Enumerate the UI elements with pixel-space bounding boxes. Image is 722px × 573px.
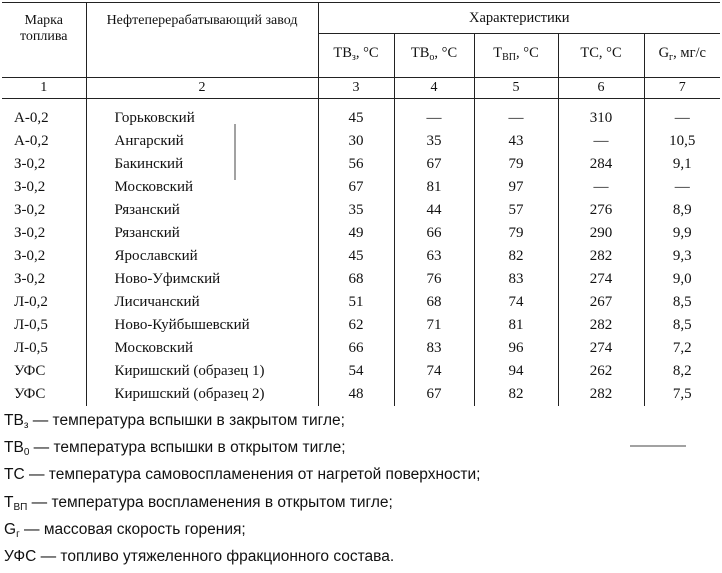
header-symbol: ТВ xyxy=(333,45,352,61)
header-unit: , °С xyxy=(598,45,622,61)
header-characteristics: Характеристики xyxy=(318,3,720,34)
legend-definition: — температура воспламенения в открытом тигле; xyxy=(27,493,393,511)
header-symbol: G xyxy=(658,45,670,61)
table-row xyxy=(2,99,720,131)
table-body xyxy=(2,99,720,407)
legend-term: Т xyxy=(4,493,14,511)
cell-refinery: Ново-Уфимский xyxy=(86,268,318,291)
cell-ts: 274 xyxy=(558,268,644,291)
cell-ts: 267 xyxy=(558,291,644,314)
column-number: 5 xyxy=(474,78,558,99)
header-col-7 xyxy=(644,34,720,78)
header-fuel-grade: Марка топлива xyxy=(2,3,86,78)
legend-item xyxy=(4,519,480,546)
cell-g: 8,2 xyxy=(672,363,692,379)
cell-fuel-grade: З-0,2 xyxy=(2,245,86,268)
cell-refinery: Ново-Куйбышевский xyxy=(86,314,318,337)
cell-tvo: 83 xyxy=(394,337,474,360)
legend-subscript: г xyxy=(16,528,20,540)
cell-tvo: 66 xyxy=(394,222,474,245)
header-symbol: Т xyxy=(493,45,503,61)
legend-definition: — массовая скорость горения; xyxy=(19,520,246,538)
table-row xyxy=(2,199,720,222)
cell-ts: 282 xyxy=(558,383,644,406)
cell-tvo: 76 xyxy=(394,268,474,291)
cell-refinery: Московский xyxy=(86,337,318,360)
table-row xyxy=(2,291,720,314)
cell-ts: 282 xyxy=(558,314,644,337)
cell-fuel-grade: А-0,2 xyxy=(2,99,86,131)
cell-g: 9,3 xyxy=(672,248,692,264)
cell-tvz: 49 xyxy=(318,222,394,245)
header-col-4 xyxy=(394,34,474,78)
scan-artifact xyxy=(630,445,686,447)
header-unit: , °С xyxy=(516,45,539,61)
cell-tvz: 35 xyxy=(318,199,394,222)
cell-fuel-grade: Л-0,5 xyxy=(2,337,86,360)
cell-tvo: 74 xyxy=(394,360,474,383)
cell-ts: 290 xyxy=(558,222,644,245)
table-row xyxy=(2,268,720,291)
cell-tvz: 30 xyxy=(318,130,394,153)
table-row xyxy=(2,383,720,406)
cell-ts: 262 xyxy=(558,360,644,383)
table-row xyxy=(2,176,720,199)
cell-ts: — xyxy=(558,176,644,199)
cell-ts: 274 xyxy=(558,337,644,360)
cell-fuel-grade: З-0,2 xyxy=(2,153,86,176)
cell-tvo: 67 xyxy=(394,383,474,406)
cell-refinery: Киришский (образец 1) xyxy=(86,360,318,383)
cell-tvp: 96 xyxy=(474,337,558,360)
cell-g: 8,5 xyxy=(672,317,692,333)
cell-fuel-grade: Л-0,5 xyxy=(2,314,86,337)
cell-refinery: Горьковский xyxy=(86,99,318,131)
cell-g: 8,5 xyxy=(672,294,692,310)
cell-tvz: 48 xyxy=(318,383,394,406)
legend-subscript: ВП xyxy=(13,501,28,513)
header-col-6 xyxy=(558,34,644,78)
cell-fuel-grade: З-0,2 xyxy=(2,268,86,291)
table-row xyxy=(2,337,720,360)
column-number: 4 xyxy=(394,78,474,99)
cell-tvo: 71 xyxy=(394,314,474,337)
cell-ts: 276 xyxy=(558,199,644,222)
table-row xyxy=(2,153,720,176)
table-row xyxy=(2,314,720,337)
column-number: 1 xyxy=(2,78,86,99)
cell-refinery: Рязанский xyxy=(86,222,318,245)
cell-ts: 310 xyxy=(558,99,644,131)
cell-tvp: 43 xyxy=(474,130,558,153)
cell-refinery: Московский xyxy=(86,176,318,199)
cell-g: — xyxy=(674,179,690,195)
header-unit: , °С xyxy=(434,45,458,61)
cell-tvz: 67 xyxy=(318,176,394,199)
cell-tvp: 57 xyxy=(474,199,558,222)
cell-fuel-grade: Л-0,2 xyxy=(2,291,86,314)
cell-refinery: Ярославский xyxy=(86,245,318,268)
legend-term: ТВ xyxy=(4,412,24,429)
legend-term: ТС xyxy=(4,466,25,484)
cell-ts: — xyxy=(558,130,644,153)
cell-tvo: 63 xyxy=(394,245,474,268)
legend-definition: — температура вспышки в закрытом тигле; xyxy=(28,412,345,429)
cell-g: 9,0 xyxy=(672,271,692,287)
cell-ts: 282 xyxy=(558,245,644,268)
legend-definition: — температура самовоспламенения от нагретой поверхности; xyxy=(24,466,481,484)
header-col-3 xyxy=(318,34,394,78)
cell-tvz: 54 xyxy=(318,360,394,383)
cell-tvp: — xyxy=(474,99,558,131)
cell-tvo: 67 xyxy=(394,153,474,176)
cell-g: 8,9 xyxy=(672,202,692,218)
cell-fuel-grade: З-0,2 xyxy=(2,222,86,245)
legend-item xyxy=(4,464,480,491)
cell-refinery: Ангарский xyxy=(86,130,318,153)
table-row xyxy=(2,222,720,245)
table-row xyxy=(2,130,720,153)
header-subscript: г xyxy=(669,52,674,63)
cell-tvo: 35 xyxy=(394,130,474,153)
column-number: 7 xyxy=(644,78,720,99)
cell-g: 9,1 xyxy=(672,156,692,172)
legend-item xyxy=(4,437,480,464)
cell-fuel-grade: УФС xyxy=(2,383,86,406)
cell-g: 7,5 xyxy=(672,386,692,402)
cell-tvo: — xyxy=(394,99,474,131)
legend-term: ТВ xyxy=(4,439,24,457)
cell-ts: 284 xyxy=(558,153,644,176)
header-subscript: з xyxy=(351,52,356,63)
cell-tvz: 68 xyxy=(318,268,394,291)
cell-fuel-grade: А-0,2 xyxy=(2,130,86,153)
header-symbol: ТВ xyxy=(410,45,430,61)
cell-tvp: 94 xyxy=(474,360,558,383)
cell-tvp: 83 xyxy=(474,268,558,291)
legend-term: G xyxy=(4,520,17,538)
legend-term: УФС xyxy=(4,548,37,566)
scan-artifact xyxy=(234,124,236,180)
legend-subscript: 0 xyxy=(23,447,30,459)
header-col-5 xyxy=(474,34,558,78)
cell-tvz: 62 xyxy=(318,314,394,337)
cell-tvz: 45 xyxy=(318,245,394,268)
cell-g: 7,2 xyxy=(672,340,692,356)
cell-g: — xyxy=(674,110,690,126)
cell-refinery: Рязанский xyxy=(86,199,318,222)
cell-tvz: 45 xyxy=(318,99,394,131)
cell-refinery: Бакинский xyxy=(86,153,318,176)
legend-subscript: з xyxy=(23,420,29,431)
column-number: 6 xyxy=(558,78,644,99)
cell-refinery: Киришский (образец 2) xyxy=(86,383,318,406)
column-number: 3 xyxy=(318,78,394,99)
cell-tvz: 56 xyxy=(318,153,394,176)
cell-g: 9,9 xyxy=(672,225,692,241)
legend-item xyxy=(4,492,480,519)
header-refinery: Нефтеперерабатывающий завод xyxy=(86,3,318,78)
cell-tvz: 66 xyxy=(318,337,394,360)
header-unit: , °С xyxy=(355,45,379,61)
cell-fuel-grade: З-0,2 xyxy=(2,199,86,222)
cell-g: 10,5 xyxy=(669,133,696,149)
fuel-characteristics-table xyxy=(2,2,720,406)
cell-tvp: 74 xyxy=(474,291,558,314)
legend xyxy=(4,410,480,573)
cell-tvo: 68 xyxy=(394,291,474,314)
legend-definition: — температура вспышки в открытом тигле; xyxy=(29,439,346,457)
column-number: 2 xyxy=(86,78,318,99)
cell-tvp: 82 xyxy=(474,383,558,406)
header-subscript: ВП xyxy=(502,52,517,63)
table-row xyxy=(2,360,720,383)
cell-fuel-grade: З-0,2 xyxy=(2,176,86,199)
header-subscript: о xyxy=(429,52,435,63)
header-unit: , мг/с xyxy=(673,45,706,61)
cell-tvz: 51 xyxy=(318,291,394,314)
cell-tvp: 82 xyxy=(474,245,558,268)
cell-tvp: 79 xyxy=(474,153,558,176)
cell-refinery: Лисичанский xyxy=(86,291,318,314)
table-row xyxy=(2,245,720,268)
cell-tvo: 44 xyxy=(394,199,474,222)
cell-tvp: 81 xyxy=(474,314,558,337)
cell-fuel-grade: УФС xyxy=(2,360,86,383)
cell-tvp: 79 xyxy=(474,222,558,245)
cell-tvp: 97 xyxy=(474,176,558,199)
column-number-row xyxy=(2,78,720,99)
cell-tvo: 81 xyxy=(394,176,474,199)
header-symbol: ТС xyxy=(580,45,599,61)
legend-definition: — топливо утяжеленного фракционного состава. xyxy=(36,548,395,566)
legend-item xyxy=(4,546,480,573)
legend-item xyxy=(4,410,480,437)
